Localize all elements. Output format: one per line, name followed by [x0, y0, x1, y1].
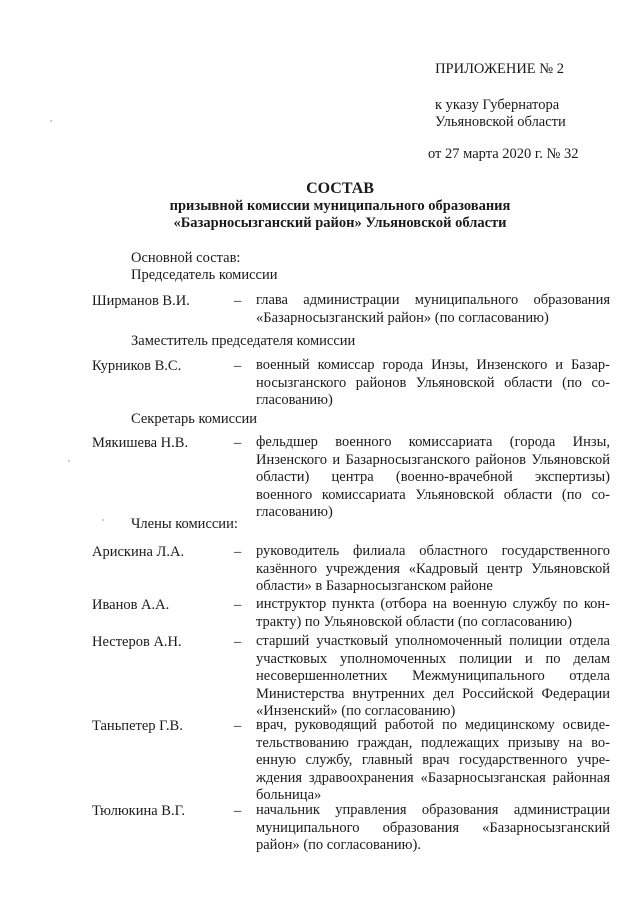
decree-date: от 27 марта 2020 г. № 32 [428, 146, 579, 162]
dash: – [234, 544, 242, 560]
dash: – [234, 435, 242, 451]
person-name: Курников В.С. [92, 358, 182, 374]
scan-speck [68, 460, 70, 462]
person-position: глава администрации муниципального образования «Базарносызганский район» (по согласованию) [256, 292, 610, 326]
person-position: фельдшер военного комиссариата (города Инзы, Инзенского и Базарносызганского районов Ульяновской области) центра (военно-врачебной экспертизы) военного комиссариата Ульяновской области (по согласованию) [256, 434, 610, 521]
person-name: Мякишева Н.В. [92, 435, 189, 451]
document-subtitle-2: «Базарносызганский район» Ульяновской области [173, 215, 507, 231]
person-position: начальник управления образования администрации муниципального образования «Базарносызганский район» (по согласованию). [256, 802, 610, 854]
person-position: военный комиссар города Инзы, Инзенского и Базарносызганского районов Ульяновской области (по согласованию) [256, 357, 610, 409]
appendix-number: ПРИЛОЖЕНИЕ № 2 [435, 61, 564, 77]
decree-line-2: Ульяновской области [435, 114, 566, 130]
section-chair: Председатель комиссии [131, 267, 278, 283]
dash: – [234, 293, 242, 309]
dash: – [234, 597, 242, 613]
person-name: Ширманов В.И. [92, 293, 190, 309]
section-secretary: Секретарь комиссии [131, 411, 258, 427]
section-deputy: Заместитель председателя комиссии [131, 333, 356, 349]
dash: – [234, 358, 242, 374]
document-title: СОСТАВ [306, 180, 374, 197]
person-name: Арискина Л.А. [92, 544, 185, 560]
dash: – [234, 803, 242, 819]
person-position: инструктор пункта (отбора на военную службу по контракту) по Ульяновской области (по согласованию) [256, 596, 610, 630]
person-position: старший участковый уполномоченный полиции отдела участковых уполномоченных полиции и по делам несовершеннолетних Межмуниципального отдела Министерства внутренних дел Российской Федерации «Инзенский» (по согласованию) [256, 633, 610, 720]
scan-speck [102, 519, 104, 521]
person-position: врач, руководящий работой по медицинскому освидетельствованию граждан, подлежащих призыву на военную службу, главный врач государственного учреждения здравоохранения «Базарносызганская районная больница» [256, 717, 610, 804]
person-position: руководитель филиала областного государственного казённого учреждения «Кадровый центр Ульяновской области» в Базарносызганском районе [256, 543, 610, 595]
document-subtitle-1: призывной комиссии муниципального образования [169, 198, 511, 214]
dash: – [234, 634, 242, 650]
person-name: Таньпетер Г.В. [92, 718, 183, 734]
person-name: Иванов А.А. [92, 597, 170, 613]
section-members: Члены комиссии: [131, 516, 238, 532]
scan-speck [50, 120, 52, 122]
person-name: Нестеров А.Н. [92, 634, 182, 650]
decree-line-1: к указу Губернатора [435, 97, 560, 113]
dash: – [234, 718, 242, 734]
person-name: Тюлюкина В.Г. [92, 803, 185, 819]
section-main: Основной состав: [131, 250, 241, 266]
